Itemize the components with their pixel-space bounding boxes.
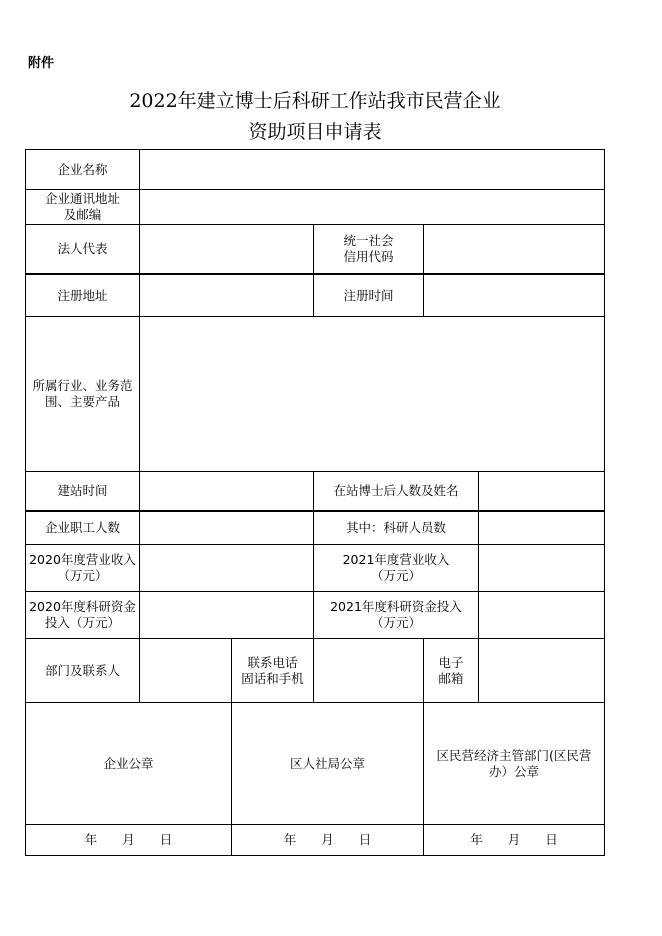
label-revenue-2020: 2020年度营业收入 （万元）: [29, 552, 136, 583]
label-company-name: 企业名称: [57, 161, 108, 177]
company-name-field[interactable]: [140, 150, 604, 189]
employees-field[interactable]: [140, 512, 313, 544]
label-email: 电子 邮箱: [438, 654, 464, 686]
authority-seal-date: 年 月 日: [470, 832, 558, 847]
station-time-field[interactable]: [140, 472, 313, 510]
label-station-time: 建站时间: [57, 483, 108, 498]
industry-field[interactable]: [140, 317, 604, 471]
label-employees: 企业职工人数: [44, 520, 120, 535]
authority-seal-area: 区民营经济主管部门(区民营 办）公章: [436, 747, 592, 779]
label-legal-rep: 法人代表: [57, 241, 108, 256]
legal-rep-field[interactable]: [140, 225, 313, 273]
rd-2020-field[interactable]: [140, 592, 313, 638]
researchers-field[interactable]: [479, 512, 604, 544]
label-postdoc-count: 在站博士后人数及姓名: [333, 483, 459, 498]
company-seal-area: 企业公章: [103, 755, 154, 771]
label-reg-time: 注册时间: [343, 287, 394, 303]
credit-code-field[interactable]: [424, 225, 604, 273]
address-field[interactable]: [140, 190, 604, 224]
label-industry: 所属行业、业务范 围、主要产品: [32, 378, 133, 409]
revenue-2020-field[interactable]: [140, 545, 313, 591]
email-field[interactable]: [479, 639, 604, 702]
postdoc-count-field[interactable]: [479, 472, 604, 510]
attachment-label: 附件: [28, 56, 55, 71]
revenue-2021-field[interactable]: [479, 545, 604, 591]
hr-bureau-seal-date: 年 月 日: [283, 832, 372, 847]
label-credit-code: 统一社会 信用代码: [343, 233, 394, 264]
label-rd-2020: 2020年度科研资金 投入（万元）: [29, 599, 136, 630]
rd-2021-field[interactable]: [479, 592, 604, 638]
hr-bureau-seal-area: 区人社局公章: [289, 755, 365, 771]
label-researchers: 其中：科研人员数: [345, 520, 446, 535]
label-phone: 联系电话 固话和手机: [241, 654, 304, 686]
label-address: 企业通讯地址 及邮编: [44, 191, 120, 222]
reg-time-field[interactable]: [424, 275, 604, 316]
label-rd-2021: 2021年度科研资金投入 （万元）: [330, 599, 462, 630]
phone-field[interactable]: [314, 639, 423, 702]
label-contact-dept: 部门及联系人: [44, 662, 120, 678]
label-revenue-2021: 2021年度营业收入 （万元）: [342, 552, 450, 583]
form-title-line2: 资助项目申请表: [248, 121, 382, 143]
reg-address-field[interactable]: [140, 275, 313, 316]
company-seal-date: 年 月 日: [84, 832, 173, 847]
form-title-line1: 2022年建立博士后科研工作站我市民营企业: [129, 90, 501, 112]
contact-dept-field[interactable]: [140, 639, 231, 702]
label-reg-address: 注册地址: [57, 287, 108, 303]
